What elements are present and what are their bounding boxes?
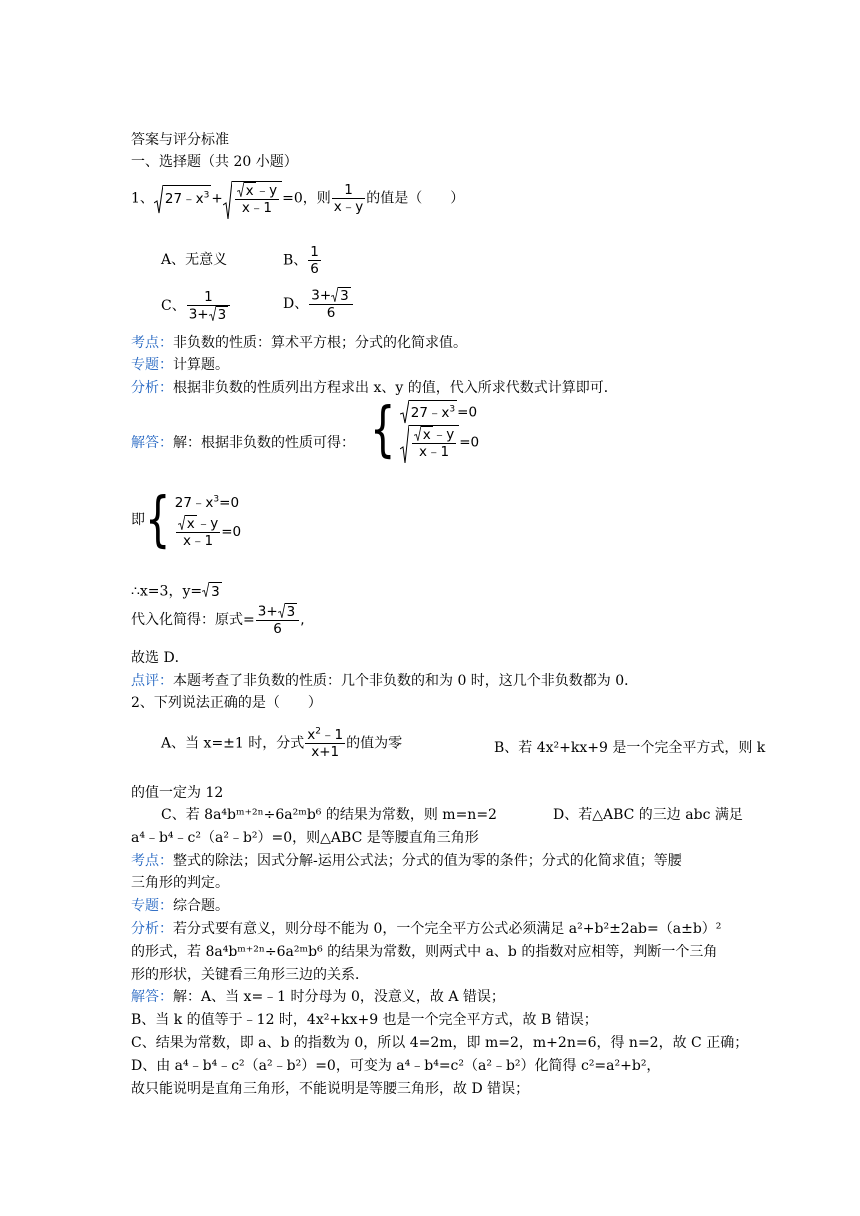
num-1: 1 <box>344 182 353 198</box>
eq-0: =0 <box>457 404 478 421</box>
den-x-y: x﹣y <box>333 199 364 215</box>
plus-sign: + <box>211 190 223 207</box>
fraction-sqrtx-y-over-x-1 <box>235 182 280 216</box>
q2-jieda <box>131 988 505 1006</box>
option-a-pre: A、当 x=±1 时，分式 <box>161 735 305 752</box>
q1-option-b <box>283 244 322 277</box>
q1-jieda <box>131 434 355 452</box>
q1-zhuanti <box>131 356 229 374</box>
radicand-3: 3 <box>211 584 220 600</box>
option-a-post: 的值为零 <box>346 735 403 752</box>
jieda-label: 解答： <box>131 989 173 1005</box>
q1-number: 1、 <box>131 190 154 207</box>
q2-option-b: B、若 4x²+kx+9 是一个完全平方式，则 k <box>494 740 766 756</box>
q1-dianping <box>131 672 638 690</box>
sqrt-fraction <box>223 181 283 216</box>
q2-fenxi-2: 的形式，若 8a⁴bᵐ⁺²ⁿ÷6a²ᵐb⁶ 的结果为常数，则两式中 a、b 的指数对应相等，判断一个三角 <box>131 944 718 960</box>
q1-system-2 <box>131 485 242 555</box>
q1-system-1 <box>370 395 480 465</box>
three-plus: 3+ <box>311 287 332 304</box>
fraction-1-over-6 <box>308 244 321 277</box>
zhuanti-label: 专题： <box>131 898 173 914</box>
q1-option-c <box>161 289 231 323</box>
radicand-x: x <box>186 516 195 532</box>
fenxi-label: 分析： <box>131 380 173 396</box>
zhuanti-label: 专题： <box>131 357 173 373</box>
q2-option-d-cont: a⁴﹣b⁴﹣c²（a²﹣b²）=0，则△ABC 是等腰直角三角形 <box>131 830 479 846</box>
sqrt-27-x3 <box>154 185 211 212</box>
fraction-1-over-x-y <box>332 182 365 215</box>
num-1: 1 <box>204 289 213 305</box>
kaodian-text: 非负数的性质：算术平方根；分式的化简求值。 <box>173 335 467 351</box>
zhuanti-text: 综合题。 <box>173 898 229 914</box>
therefore-text: ∴x=3，y= <box>131 583 203 600</box>
q2-zhuanti <box>131 897 229 915</box>
q2-option-a <box>161 727 402 760</box>
option-c-label: C、 <box>161 298 186 314</box>
q1-option-d <box>283 287 354 321</box>
jieda-text: 解：A、当 x=﹣1 时分母为 0，没意义，故 A 错误； <box>173 989 505 1005</box>
fraction-3-sqrt3-over-6 <box>309 287 353 321</box>
three-plus: 3+ <box>257 603 278 620</box>
three-plus: 3+ <box>188 306 209 323</box>
radicand-x: x <box>245 183 254 199</box>
jieda-text: 解：根据非负数的性质可得： <box>173 435 355 451</box>
eq-0: =0 <box>219 495 240 511</box>
dianping-text: 本题考查了非负数的性质：几个非负数的和为 0 时，这几个非负数都为 0． <box>173 673 639 689</box>
section-heading: 一、选择题（共 20 小题） <box>131 154 298 170</box>
exponent-3: 3 <box>203 190 210 201</box>
q2-jieda-d: D、由 a⁴﹣b⁴﹣c²（a²﹣b²）=0，可变为 a⁴﹣b⁴=c²（a²﹣b²）化简得 c²=a²+b²， <box>131 1058 661 1074</box>
jieda-label: 解答： <box>131 435 173 451</box>
exponent-3: 3 <box>213 494 220 505</box>
q2-option-b-cont: 的值一定为 12 <box>131 785 224 801</box>
q1-stem-end: 的值是（ ） <box>366 190 465 207</box>
den-x-plus-1: x+1 <box>305 743 345 760</box>
minus-y: ﹣y <box>196 515 219 532</box>
eq-0: =0 <box>459 434 480 451</box>
q1-substitute <box>131 603 305 637</box>
option-b-label: B、 <box>283 252 308 269</box>
dianping-label: 点评： <box>131 673 173 689</box>
num-1: 1 <box>310 244 319 260</box>
radicand-3: 3 <box>340 288 349 304</box>
substitute-text: 代入化简得：原式= <box>131 612 255 628</box>
radicand-3: 3 <box>217 307 227 323</box>
q2-fenxi <box>131 920 721 938</box>
q2-jieda-e: 故只能说明是直角三角形，不能说明是等腰三角形，故 D 错误； <box>131 1081 530 1097</box>
fenxi-text: 根据非负数的性质列出方程求出 x、y 的值，代入所求代数式计算即可． <box>173 380 618 396</box>
q1-option-a: A、无意义 <box>161 252 228 268</box>
q2-stem: 2、下列说法正确的是（ ） <box>131 695 322 711</box>
den-6: 6 <box>256 620 300 637</box>
doc-title: 答案与评分标准 <box>131 132 229 148</box>
den-6: 6 <box>310 261 319 277</box>
q1-fenxi <box>131 379 618 397</box>
minus-y: ﹣y <box>432 426 455 443</box>
q2-kaodian-cont: 三角形的判定。 <box>131 875 229 891</box>
exponent-2: 2 <box>315 726 322 737</box>
radicand-3: 3 <box>286 604 296 620</box>
fenxi-label: 分析： <box>131 921 173 937</box>
eq-0: =0 <box>221 524 242 540</box>
den-6: 6 <box>309 304 353 321</box>
expr-27-x: 27﹣x <box>174 495 214 511</box>
q1-stem-eq: =0，则 <box>282 190 331 207</box>
q1-kaodian <box>131 334 467 352</box>
ji-label: 即 <box>131 512 145 528</box>
kaodian-label: 考点： <box>131 335 173 351</box>
q2-option-d: D、若△ABC 的三边 abc 满足 <box>553 807 743 823</box>
radicand-27-x: 27﹣x <box>164 191 204 207</box>
q2-kaodian <box>131 852 682 870</box>
exponent-3: 3 <box>449 404 456 415</box>
left-brace-icon: { <box>145 485 171 555</box>
q1-result-xy <box>131 582 222 601</box>
denominator-x-1: x﹣1 <box>176 532 221 549</box>
left-brace-icon: { <box>370 395 396 465</box>
kaodian-label: 考点： <box>131 853 173 869</box>
kaodian-text: 整式的除法；因式分解-运用公式法；分式的值为零的条件；分式的化简求值；等腰 <box>173 853 682 869</box>
comma: , <box>300 612 305 628</box>
fraction-1-over-3-sqrt3 <box>187 289 231 323</box>
q2-option-c: C、若 8a⁴bᵐ⁺²ⁿ÷6a²ᵐb⁶ 的结果为常数，则 m=n=2 <box>161 807 497 823</box>
minus-y: ﹣y <box>255 182 278 199</box>
x: x <box>307 727 316 743</box>
q2-jieda-b: B、当 k 的值等于﹣12 时，4x²+kx+9 也是一个完全平方式，故 B 错误； <box>131 1012 598 1028</box>
minus-1: ﹣1 <box>321 727 344 743</box>
q1-stem <box>131 181 464 225</box>
denominator-x-1: x﹣1 <box>412 443 457 460</box>
denominator-x-1: x﹣1 <box>235 199 280 216</box>
option-d-label: D、 <box>283 296 309 312</box>
q2-jieda-c: C、结果为常数，即 a、b 的指数为 0，所以 4=2m，即 m=2，m+2n=6，得 n=2，故 C 正确； <box>131 1035 749 1051</box>
fenxi-text: 若分式要有意义，则分母不能为 0，一个完全平方公式必须满足 a²+b²±2ab=（a±b）² <box>173 921 722 937</box>
radicand-27-x: 27﹣x <box>410 405 450 421</box>
radicand-x: x <box>422 427 431 443</box>
zhuanti-text: 计算题。 <box>173 357 229 373</box>
q1-answer: 故选 D． <box>131 650 189 666</box>
q2-fenxi-3: 形的形状，关键看三角形三边的关系． <box>131 967 369 983</box>
